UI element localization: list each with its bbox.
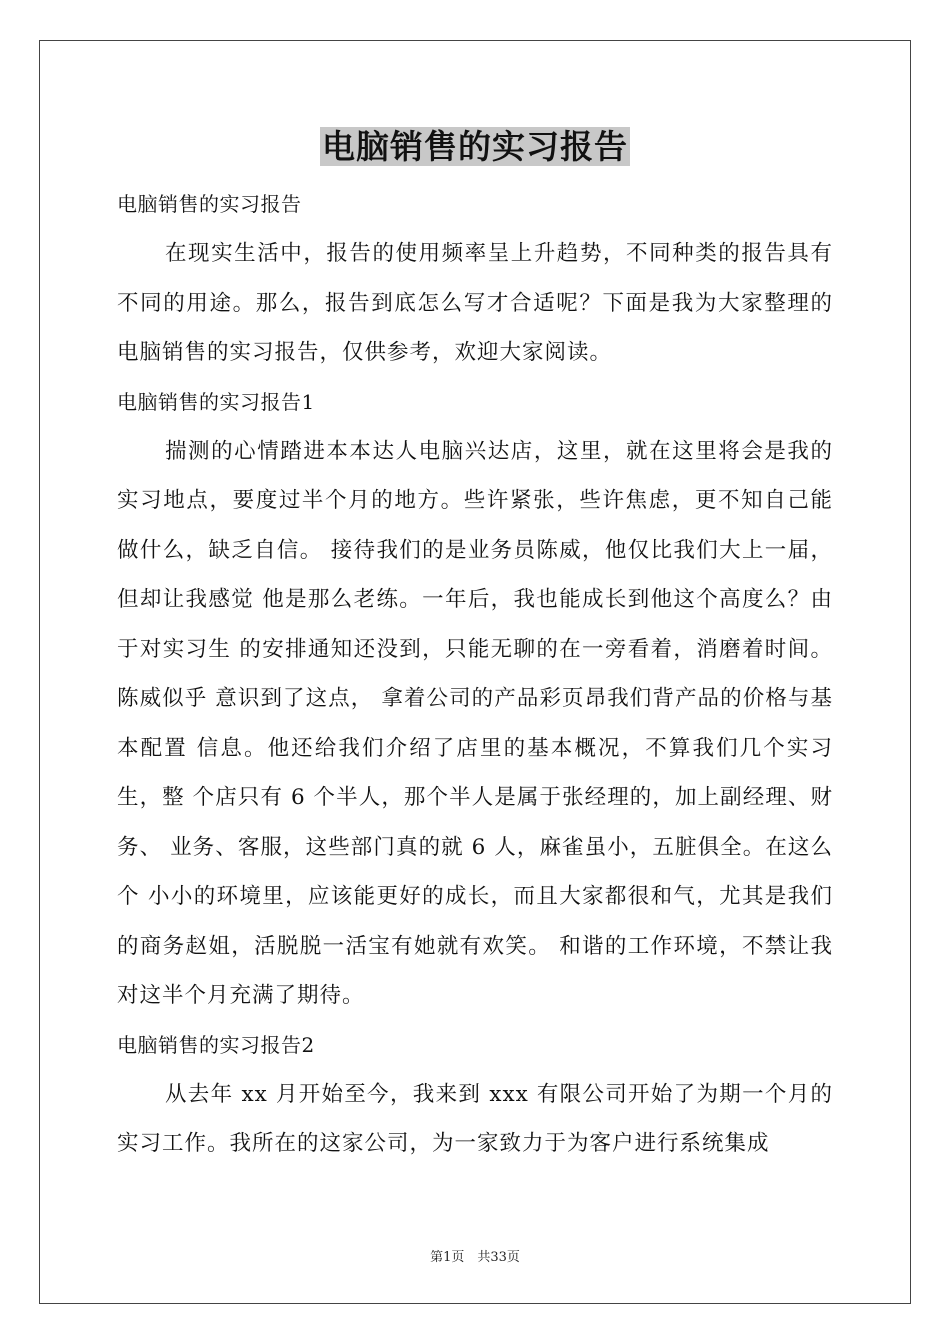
intro-paragraph: 在现实生活中，报告的使用频率呈上升趋势，不同种类的报告具有不同的用途。那么，报告到底怎么写才合适呢？下面是我为大家整理的电脑销售的实习报告，仅供参考，欢迎大家阅读。 <box>117 241 833 365</box>
document-body <box>117 124 833 1169</box>
section-2-paragraph: 从去年 xx 月开始至今，我来到 xxx 有限公司开始了为期一个月的实习工作。我所在的这家公司，为一家致力于为客户进行系统集成 <box>117 1081 833 1156</box>
subtitle: 电脑销售的实习报告 <box>117 192 302 216</box>
section-1-heading: 电脑销售的实习报告1 <box>117 389 315 414</box>
section-2-heading: 电脑销售的实习报告2 <box>117 1032 315 1057</box>
page-footer: 第1页 共33页 <box>430 1250 520 1265</box>
section-1-paragraph: 揣测的心情踏进本本达人电脑兴达店，这里，就在这里将会是我的实习地点，要度过半个月的地方。些许紧张，些许焦虑，更不知自己能做什么，缺乏自信。 接待我们的是业务员陈威，他仅比我们大上一届，但却让我感觉 他是那么老练。一年后，我也能成长到他这个高度么？由于对实习生 的安排通知还没到，只能无聊的在一旁看着，消磨着时间。陈威似乎 意识到了这点， 拿着公司的产品彩页昂我们背产品的价格与基本配置 信息。他还给我们介绍了店里的基本概况，不算我们几个实习生，整 个店只有 6 个半人，那个半人是属于张经理的，加上副经理、财务、 业务、客服，这些部门真的就 6 人，麻雀虽小，五脏俱全。在这么个 小小的环境里，应该能更好的成长，而且大家都很和气，尤其是我们 的商务赵姐，活脱脱一活宝有她就有欢笑。 和谐的工作环境，不禁让我对这半个月充满了期待。 <box>117 438 833 1008</box>
title-text: 电脑销售的实习报告 <box>322 127 628 166</box>
document-title <box>117 124 833 170</box>
